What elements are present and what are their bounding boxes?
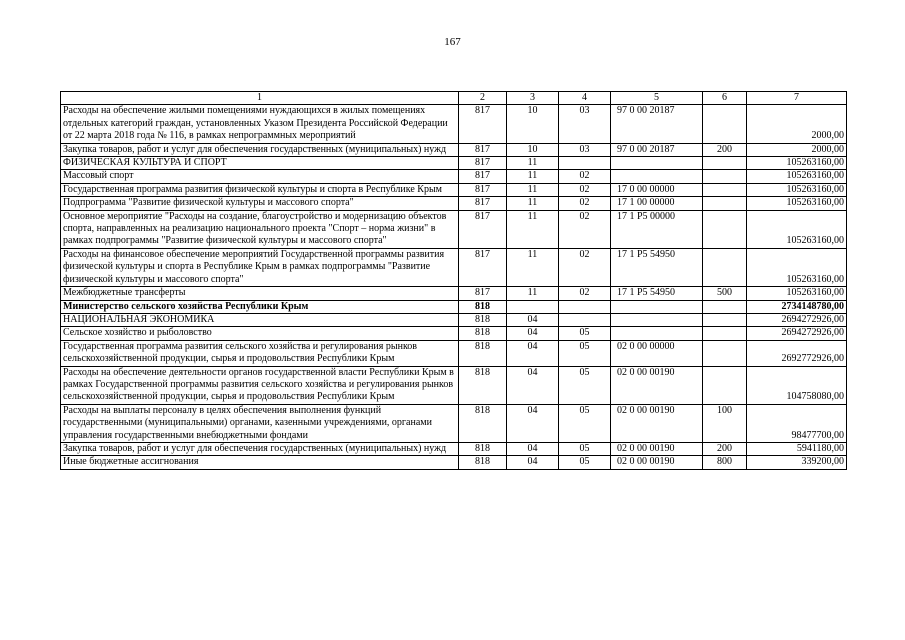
target-article-cell: 02 0 00 00000	[611, 340, 703, 366]
section-cell: 04	[507, 456, 559, 469]
ministry-code-cell: 818	[459, 313, 507, 326]
table-row	[61, 143, 847, 156]
subsection-cell: 05	[559, 456, 611, 469]
amount-cell: 105263160,00	[747, 183, 847, 196]
table-row	[61, 404, 847, 442]
ministry-code-cell: 817	[459, 157, 507, 170]
expense-type-cell	[703, 157, 747, 170]
target-article-cell: 02 0 00 00190	[611, 456, 703, 469]
amount-cell: 2694272926,00	[747, 327, 847, 340]
expense-type-cell	[703, 248, 747, 286]
amount-cell: 2000,00	[747, 105, 847, 143]
ministry-code-cell: 817	[459, 197, 507, 210]
expense-type-cell	[703, 183, 747, 196]
table-row	[61, 157, 847, 170]
table-row	[61, 366, 847, 404]
expense-type-cell	[703, 105, 747, 143]
ministry-code-cell: 817	[459, 105, 507, 143]
amount-cell: 105263160,00	[747, 197, 847, 210]
section-cell	[507, 300, 559, 313]
description-cell: Закупка товаров, работ и услуг для обеспечения государственных (муниципальных) нужд	[61, 442, 459, 455]
section-cell: 04	[507, 404, 559, 442]
table-row	[61, 197, 847, 210]
subsection-cell: 05	[559, 340, 611, 366]
header-cell: 1	[61, 92, 459, 105]
subsection-cell	[559, 313, 611, 326]
description-cell: Расходы на выплаты персоналу в целях обеспечения выполнения функций государственными (муниципальными) органами, казенными учреждениями, органами управления государственными внебюджетными фондами	[61, 404, 459, 442]
ministry-code-cell: 817	[459, 248, 507, 286]
ministry-code-cell: 817	[459, 143, 507, 156]
section-cell: 04	[507, 442, 559, 455]
target-article-cell: 17 1 P5 00000	[611, 210, 703, 248]
description-cell: Сельское хозяйство и рыболовство	[61, 327, 459, 340]
description-cell: Государственная программа развития физической культуры и спорта в Республике Крым	[61, 183, 459, 196]
subsection-cell: 02	[559, 210, 611, 248]
amount-cell: 105263160,00	[747, 210, 847, 248]
target-article-cell	[611, 313, 703, 326]
header-cell: 2	[459, 92, 507, 105]
section-cell: 10	[507, 143, 559, 156]
table-row	[61, 313, 847, 326]
target-article-cell: 97 0 00 20187	[611, 105, 703, 143]
section-cell: 04	[507, 340, 559, 366]
ministry-code-cell: 818	[459, 340, 507, 366]
description-cell: НАЦИОНАЛЬНАЯ ЭКОНОМИКА	[61, 313, 459, 326]
section-cell: 11	[507, 197, 559, 210]
target-article-cell: 97 0 00 20187	[611, 143, 703, 156]
section-cell: 04	[507, 366, 559, 404]
subsection-cell: 05	[559, 442, 611, 455]
target-article-cell: 17 1 P5 54950	[611, 248, 703, 286]
amount-cell: 5941180,00	[747, 442, 847, 455]
section-cell: 10	[507, 105, 559, 143]
expense-type-cell	[703, 170, 747, 183]
expense-type-cell: 200	[703, 143, 747, 156]
table-row	[61, 456, 847, 469]
header-cell: 4	[559, 92, 611, 105]
expense-type-cell	[703, 327, 747, 340]
target-article-cell: 02 0 00 00190	[611, 366, 703, 404]
expense-type-cell	[703, 210, 747, 248]
description-cell: Межбюджетные трансферты	[61, 287, 459, 300]
subsection-cell: 02	[559, 287, 611, 300]
table-row	[61, 170, 847, 183]
ministry-code-cell: 818	[459, 456, 507, 469]
table-row	[61, 287, 847, 300]
ministry-code-cell: 818	[459, 366, 507, 404]
subsection-cell: 03	[559, 105, 611, 143]
expense-type-cell	[703, 313, 747, 326]
subsection-cell: 05	[559, 366, 611, 404]
ministry-code-cell: 818	[459, 404, 507, 442]
table-header-row	[61, 92, 847, 105]
description-cell: ФИЗИЧЕСКАЯ КУЛЬТУРА И СПОРТ	[61, 157, 459, 170]
expense-type-cell: 500	[703, 287, 747, 300]
expense-type-cell: 100	[703, 404, 747, 442]
expense-type-cell	[703, 366, 747, 404]
subsection-cell: 02	[559, 197, 611, 210]
ministry-code-cell: 817	[459, 170, 507, 183]
table-row	[61, 327, 847, 340]
header-cell: 6	[703, 92, 747, 105]
subsection-cell: 02	[559, 183, 611, 196]
ministry-code-cell: 818	[459, 442, 507, 455]
table-row	[61, 183, 847, 196]
target-article-cell: 17 0 00 00000	[611, 183, 703, 196]
target-article-cell: 02 0 00 00190	[611, 404, 703, 442]
expense-type-cell: 200	[703, 442, 747, 455]
section-cell: 11	[507, 210, 559, 248]
ministry-code-cell: 818	[459, 327, 507, 340]
description-cell: Закупка товаров, работ и услуг для обеспечения государственных (муниципальных) нужд	[61, 143, 459, 156]
description-cell: Расходы на обеспечение жилыми помещениями нуждающихся в жилых помещениях отдельных категорий граждан, установленных Указом Президента Российской Федерации от 22 марта 2018 года № 116, в рамках непрограммных мероприятий	[61, 105, 459, 143]
amount-cell: 2692772926,00	[747, 340, 847, 366]
budget-table	[60, 91, 847, 470]
table-row	[61, 210, 847, 248]
expense-type-cell	[703, 340, 747, 366]
target-article-cell: 17 1 00 00000	[611, 197, 703, 210]
ministry-code-cell: 817	[459, 210, 507, 248]
ministry-code-cell: 818	[459, 300, 507, 313]
ministry-code-cell: 817	[459, 287, 507, 300]
target-article-cell	[611, 170, 703, 183]
ministry-code-cell: 817	[459, 183, 507, 196]
table-row	[61, 248, 847, 286]
section-cell: 04	[507, 327, 559, 340]
description-cell: Массовый спорт	[61, 170, 459, 183]
section-cell: 04	[507, 313, 559, 326]
target-article-cell: 17 1 P5 54950	[611, 287, 703, 300]
subsection-cell: 03	[559, 143, 611, 156]
subsection-cell	[559, 300, 611, 313]
page-number: 167	[444, 36, 461, 48]
description-cell: Расходы на обеспечение деятельности органов государственной власти Республики Крым в рамках Государственной программы развития сельского хозяйства и регулирования рынков сельскохозяйственной продукции, сырья и продовольствия Республики Крым	[61, 366, 459, 404]
description-cell: Расходы на финансовое обеспечение мероприятий Государственной программы развития физической культуры и спорта в Республике Крым в рамках подпрограммы "Развитие физической культуры и массового спорта"	[61, 248, 459, 286]
description-cell: Государственная программа развития сельского хозяйства и регулирования рынков сельскохозяйственной продукции, сырья и продовольствия Республики Крым	[61, 340, 459, 366]
subsection-cell: 05	[559, 404, 611, 442]
header-cell: 7	[747, 92, 847, 105]
amount-cell: 105263160,00	[747, 248, 847, 286]
amount-cell: 339200,00	[747, 456, 847, 469]
section-cell: 11	[507, 248, 559, 286]
amount-cell: 104758080,00	[747, 366, 847, 404]
header-cell: 5	[611, 92, 703, 105]
section-cell: 11	[507, 170, 559, 183]
amount-cell: 98477700,00	[747, 404, 847, 442]
description-cell: Подпрограмма "Развитие физической культуры и массового спорта"	[61, 197, 459, 210]
expense-type-cell: 800	[703, 456, 747, 469]
subsection-cell: 05	[559, 327, 611, 340]
amount-cell: 2000,00	[747, 143, 847, 156]
section-cell: 11	[507, 157, 559, 170]
amount-cell: 2734148780,00	[747, 300, 847, 313]
target-article-cell	[611, 300, 703, 313]
subsection-cell	[559, 157, 611, 170]
description-cell: Иные бюджетные ассигнования	[61, 456, 459, 469]
amount-cell: 105263160,00	[747, 170, 847, 183]
amount-cell: 105263160,00	[747, 157, 847, 170]
subsection-cell: 02	[559, 170, 611, 183]
target-article-cell	[611, 327, 703, 340]
table-row	[61, 340, 847, 366]
header-cell: 3	[507, 92, 559, 105]
expense-type-cell	[703, 197, 747, 210]
table-row	[61, 105, 847, 143]
amount-cell: 2694272926,00	[747, 313, 847, 326]
target-article-cell	[611, 157, 703, 170]
section-cell: 11	[507, 287, 559, 300]
subsection-cell: 02	[559, 248, 611, 286]
target-article-cell: 02 0 00 00190	[611, 442, 703, 455]
table-row	[61, 300, 847, 313]
expense-type-cell	[703, 300, 747, 313]
amount-cell: 105263160,00	[747, 287, 847, 300]
description-cell: Министерство сельского хозяйства Республики Крым	[61, 300, 459, 313]
table-row	[61, 442, 847, 455]
section-cell: 11	[507, 183, 559, 196]
description-cell: Основное мероприятие "Расходы на создание, благоустройство и модернизацию объектов спорта, направленных на реализацию национального проекта "Спорт – норма жизни" в рамках подпрограммы "Развитие физической культуры и массового спорта"	[61, 210, 459, 248]
